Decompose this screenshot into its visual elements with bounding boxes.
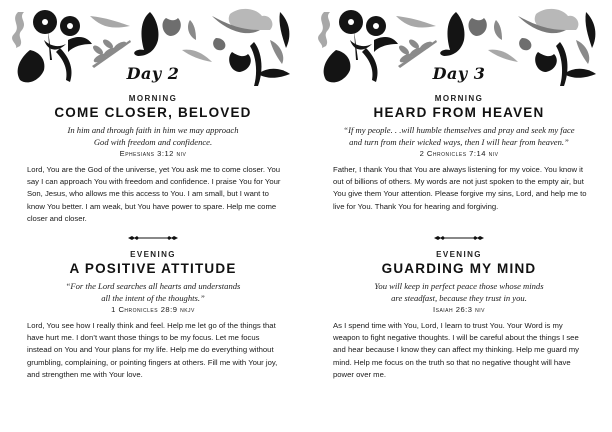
verse-line: In him and through faith in him we may approach [67,125,239,135]
ornament-divider-icon [126,234,180,242]
verse-line: “For the Lord searches all hearts and understands [65,281,241,291]
morning-verse [0,124,306,148]
evening-reference: Isaiah 26:3 niv [433,305,485,314]
verse-line: “If my people. . .will humble themselves and pray and seek my face [343,125,575,135]
morning-title: COME CLOSER, BELOVED [54,105,252,120]
morning-label: MORNING [434,94,484,103]
morning-prayer: Father, I thank You that You are always listening for my voice. You know it out of billions of others. My words are not just spoken to the empty air, but You give them Your attention. Please forgive my sins, Lord, and help me to live for You. Thank You for hearing and forgiving. [333,165,587,211]
verse-line: are steadfast, because they trust in you. [391,293,527,303]
morning-header [306,94,612,159]
morning-label: MORNING [128,94,178,103]
morning-title: HEARD FROM HEAVEN [373,105,545,120]
morning-header [0,94,306,159]
verse-line: all the intent of the thoughts.” [101,293,205,303]
morning-prayer: Lord, You are the God of the universe, yet You ask me to come closer. You say I can approach You with freedom and confidence. I praise You for Your Son, Jesus, who allows me this access to You. I am small, but I want to know You better. I am weak, but You have power to spare. Help me come closer and closer. [27,165,281,223]
morning-reference: 2 Chronicles 7:14 niv [419,149,499,158]
day-title: Day 2 [126,64,180,83]
verse-line: You will keep in perfect peace those whose minds [374,281,544,291]
evening-label: EVENING [436,250,482,259]
evening-prayer: As I spend time with You, Lord, I learn to trust You. Your Word is my weapon to fight negative thoughts. I will be careful about the things I see and hear because I know they can affect my thinking. Help me guard my mind. Help me focus on the truth so that no negative thought will have power over me. [333,321,579,379]
evening-label: EVENING [130,250,176,259]
evening-header [0,250,306,315]
evening-verse [0,280,306,304]
evening-title: A POSITIVE ATTITUDE [69,261,237,276]
verse-line: and turn from their wicked ways, then I will hear from heaven.” [349,137,569,147]
morning-reference: Ephesians 3:12 niv [119,149,187,158]
evening-header [306,250,612,315]
verse-line: God with freedom and confidence. [93,137,213,147]
evening-reference: 1 Chronicles 28:9 nkjv [111,305,195,314]
evening-verse [306,280,612,304]
evening-prayer: Lord, You see how I really think and feel. Help me let go of the things that have hurt me. I don’t want those things to be my focus. Let me focus instead on You and Your plans for my life. Help me do everything without grumbling, complaining, or pointing fingers at others. Fill me with Your joy, and strengthen me with Your love. [27,321,278,379]
evening-title: GUARDING MY MIND [381,261,537,276]
morning-verse [306,124,612,148]
day-title: Day 3 [432,64,486,83]
ornament-divider-icon [432,234,486,242]
page-day-3 [306,0,612,432]
